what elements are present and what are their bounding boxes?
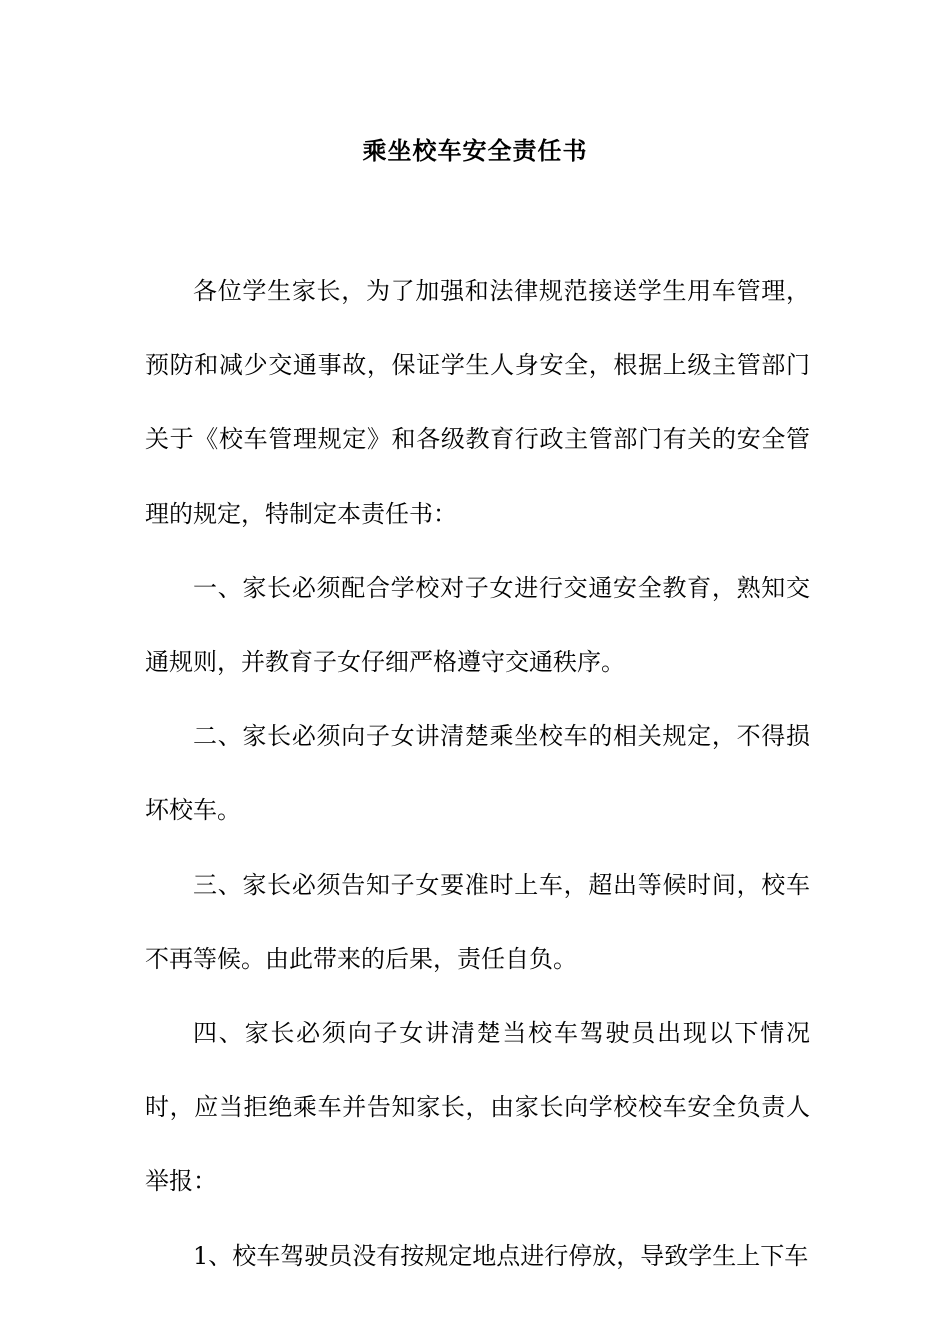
paragraph-item-4: 四、家长必须向子女讲清楚当校车驾驶员出现以下情况时，应当拒绝乘车并告知家长，由家长向学校校车安全负责人举报： [145,1019,810,1196]
paragraph-item-3: 三、家长必须告知子女要准时上车，超出等候时间，校车不再等候。由此带来的后果，责任自负。 [145,870,810,973]
paragraph-item-2: 二、家长必须向子女讲清楚乘坐校车的相关规定，不得损坏校车。 [145,722,810,825]
paragraph-sub-item-1: 1、校车驾驶员没有按规定地点进行停放，导致学生上下车 [193,1241,809,1270]
document-body [145,254,810,1293]
paragraph-item-1: 一、家长必须配合学校对子女进行交通安全教育，熟知交通规则，并教育子女仔细严格遵守交通秩序。 [145,573,810,677]
document-title: 乘坐校车安全责任书 [362,136,588,165]
paragraph-intro: 各位学生家长，为了加强和法律规范接送学生用车管理，预防和减少交通事故，保证学生人身安全，根据上级主管部门关于《校车管理规定》和各级教育行政主管部门有关的安全管理的规定，特制定本责任书： [145,277,810,528]
